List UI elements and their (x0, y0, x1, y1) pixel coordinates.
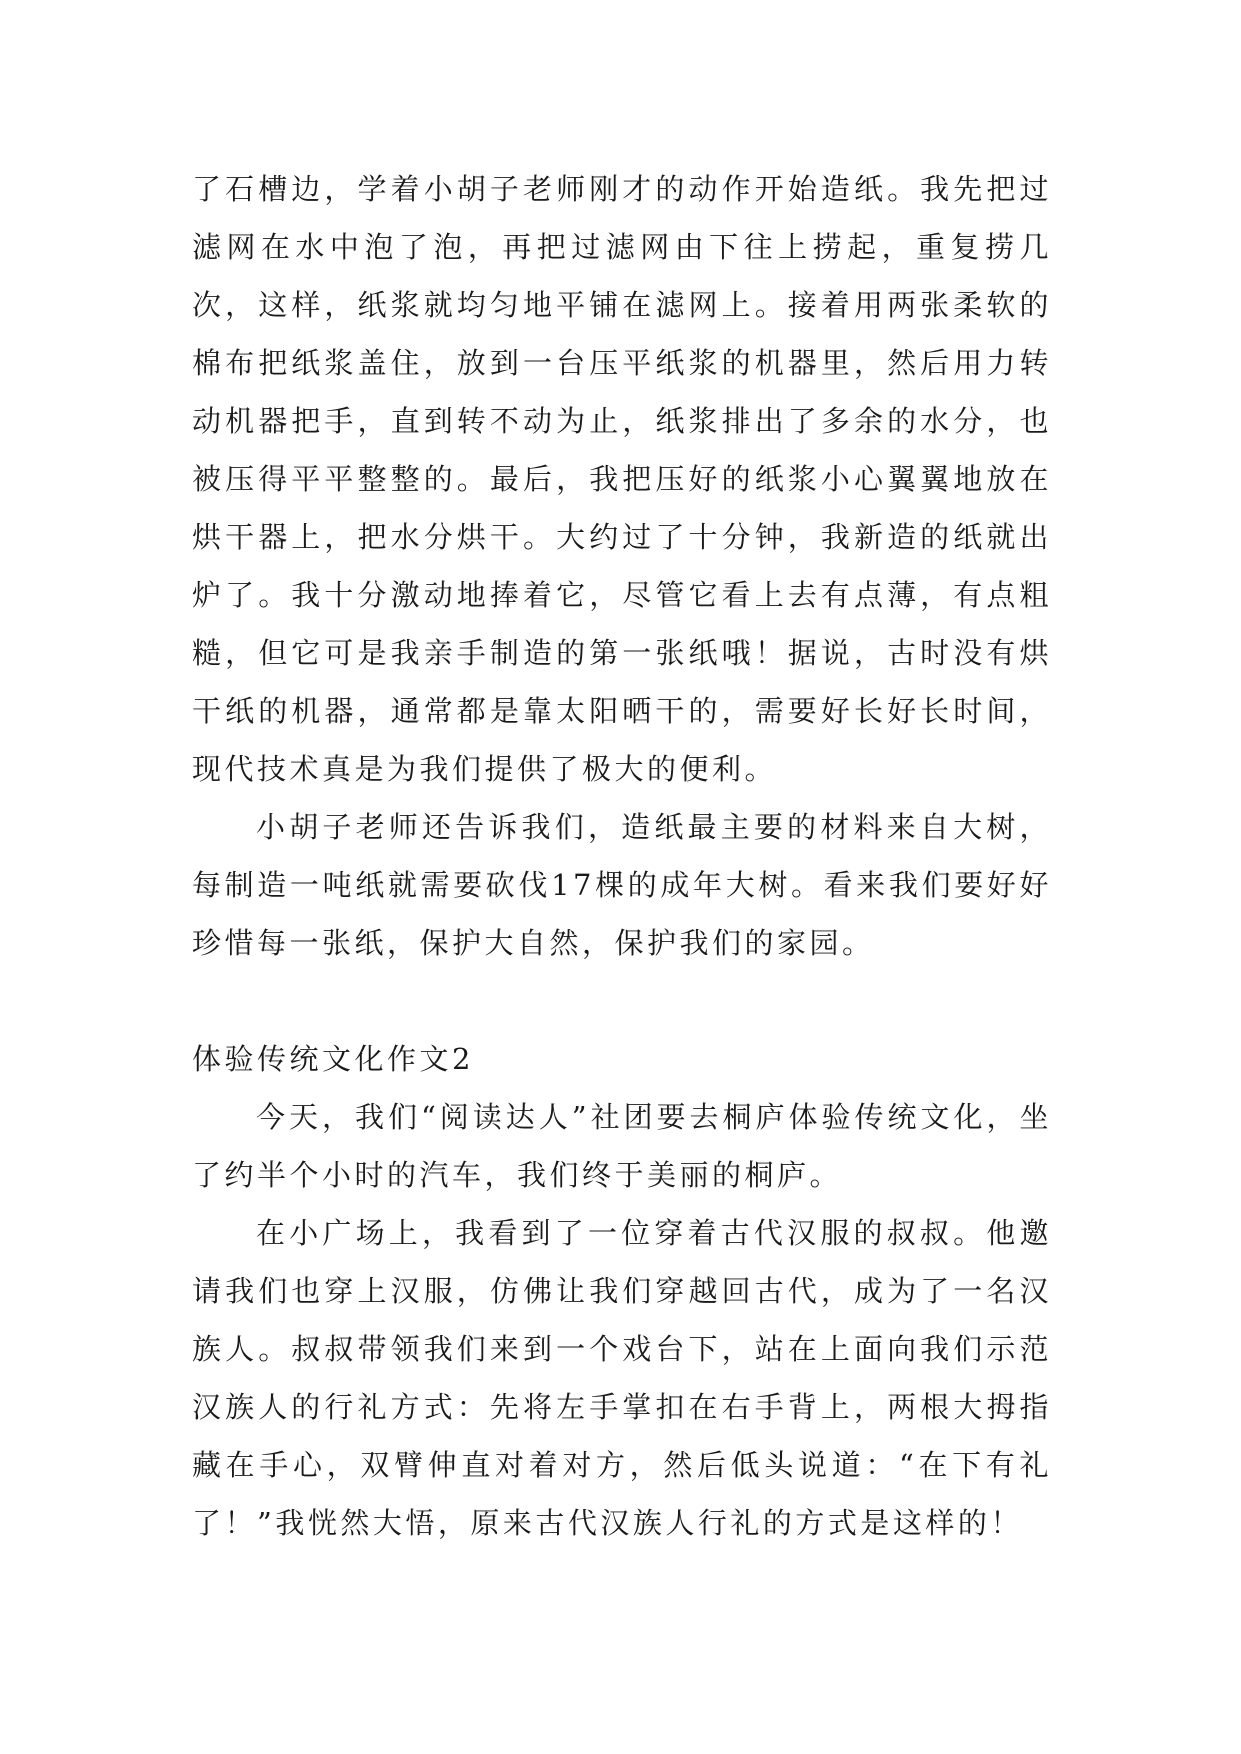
document-page (192, 160, 1052, 1552)
paragraph-trip-to-tonglu: 今天，我们“阅读达人”社团要去桐庐体验传统文化，坐了约半个小时的汽车，我们终于美丽的桐庐。 (192, 1100, 1052, 1192)
paragraph-han-etiquette: 在小广场上，我看到了一位穿着古代汉服的叔叔。他邀请我们也穿上汉服，仿佛让我们穿越回古代，成为了一名汉族人。叔叔带领我们来到一个戏台下，站在上面向我们示范汉族人的行礼方式：先将左手掌扣在右手背上，两根大拇指藏在手心，双臂伸直对着对方，然后低头说道：“在下有礼了！”我恍然大悟，原来古代汉族人行礼的方式是这样的！ (192, 1216, 1052, 1540)
paragraph-papermaking-process: 了石槽边，学着小胡子老师刚才的动作开始造纸。我先把过滤网在水中泡了泡，再把过滤网由下往上捞起，重复捞几次，这样，纸浆就均匀地平铺在滤网上。接着用两张柔软的棉布把纸浆盖住，放到一台压平纸浆的机器里，然后用力转动机器把手，直到转不动为止，纸浆排出了多余的水分，也被压得平平整整的。最后，我把压好的纸浆小心翼翼地放在烘干器上，把水分烘干。大约过了十分钟，我新造的纸就出炉了。我十分激动地捧着它，尽管它看上去有点薄，有点粗糙，但它可是我亲手制造的第一张纸哦！据说，古时没有烘干纸的机器，通常都是靠太阳晒干的，需要好长好长时间，现代技术真是为我们提供了极大的便利。 (192, 172, 1052, 786)
essay-title: 体验传统文化作文2 (192, 1042, 474, 1076)
paragraph-trees-conservation: 小胡子老师还告诉我们，造纸最主要的材料来自大树，每制造一吨纸就需要砍伐17棵的成年大树。看来我们要好好珍惜每一张纸，保护大自然，保护我们的家园。 (192, 810, 1052, 960)
